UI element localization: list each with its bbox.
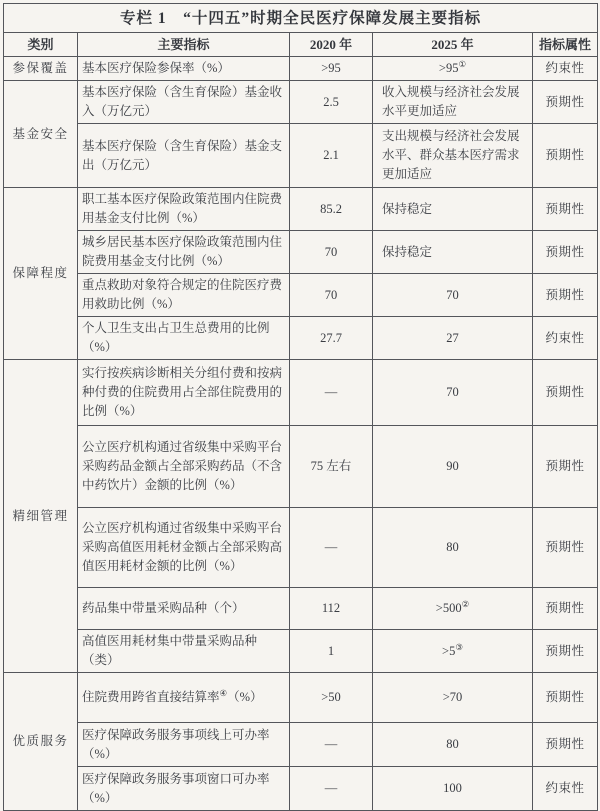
attribute-cell: 预期性 xyxy=(533,231,598,274)
target-2025-text: 保持稳定 xyxy=(382,201,433,216)
target-2025-cell xyxy=(373,188,533,231)
table-row xyxy=(4,57,598,81)
attribute-cell: 预期性 xyxy=(533,81,598,124)
attribute-cell: 预期性 xyxy=(533,426,598,508)
table-row xyxy=(4,723,598,767)
table-row xyxy=(4,767,598,811)
target-2025-text: 100 xyxy=(443,781,462,795)
target-2025-text: 80 xyxy=(446,737,459,751)
indicator-cell xyxy=(78,588,290,630)
indicator-text: 公立医疗机构通过省级集中采购平台采购高值医用耗材金额占全部采购高值医用耗材金额的比例（%） xyxy=(82,521,283,573)
table-row xyxy=(4,508,598,588)
target-2025-cell xyxy=(373,588,533,630)
category-cell-jingxiguanli: 精细管理 xyxy=(4,360,78,673)
target-2025-cell xyxy=(373,81,533,124)
indicator-text: 住院费用跨省直接结算率 xyxy=(82,690,220,704)
table-row xyxy=(4,426,598,508)
indicator-text: 城乡居民基本医疗保险政策范围内住院费用基金支付比例（%） xyxy=(82,235,283,268)
target-2025-cell xyxy=(373,508,533,588)
indicator-cell xyxy=(78,508,290,588)
indicator-cell xyxy=(78,57,290,81)
indicator-cell xyxy=(78,124,290,188)
table-row xyxy=(4,673,598,723)
indicator-text: 医疗保障政务服务事项线上可办率（%） xyxy=(82,727,270,761)
target-2025-text: >500 xyxy=(435,601,462,615)
table-row xyxy=(4,81,598,124)
category-cell-baozhangchengdu: 保障程度 xyxy=(4,188,78,360)
target-2025-cell xyxy=(373,57,533,81)
table-row xyxy=(4,360,598,426)
indicator-text: 职工基本医疗保险政策范围内住院费用基金支付比例（%） xyxy=(82,192,283,225)
category-cell-canbaofugai: 参保覆盖 xyxy=(4,57,78,81)
table-title: 专栏 1 “十四五”时期全民医疗保障发展主要指标 xyxy=(4,4,598,33)
footnote-mark: ③ xyxy=(455,641,463,652)
target-2025-cell xyxy=(373,360,533,426)
col-header-category: 类别 xyxy=(4,33,78,57)
target-2025-text: >70 xyxy=(442,690,463,704)
indicator-text: 实行按疾病诊断相关分组付费和按病种付费的住院费用占全部住院费用的比例（%） xyxy=(82,366,283,418)
attribute-cell: 预期性 xyxy=(533,188,598,231)
table-row xyxy=(4,274,598,317)
attribute-cell: 预期性 xyxy=(533,588,598,630)
indicator-cell xyxy=(78,231,290,274)
table-row xyxy=(4,630,598,673)
value-2020-cell: 70 xyxy=(290,274,373,317)
value-2020-cell: 112 xyxy=(290,588,373,630)
target-2025-text: 收入规模与经济社会发展水平更加适应 xyxy=(382,85,520,118)
footnote-mark: ① xyxy=(458,58,467,69)
indicator-text-suffix: （%） xyxy=(227,690,263,704)
indicator-text: 高值医用耗材集中带量采购品种（类） xyxy=(82,634,258,667)
indicator-text: 基本医疗保险（含生育保险）基金支出（万亿元） xyxy=(82,138,283,172)
value-2020-cell: 27.7 xyxy=(290,317,373,360)
target-2025-cell xyxy=(373,274,533,317)
target-2025-text: >5 xyxy=(442,643,456,658)
value-2020-cell: >50 xyxy=(290,673,373,723)
attribute-cell: 预期性 xyxy=(533,723,598,767)
value-2020-cell: >95 xyxy=(290,57,373,81)
attribute-cell: 约束性 xyxy=(533,317,598,360)
target-2025-cell xyxy=(373,231,533,274)
footnote-mark: ② xyxy=(461,598,470,609)
indicator-cell xyxy=(78,723,290,767)
target-2025-cell xyxy=(373,426,533,508)
attribute-cell: 预期性 xyxy=(533,274,598,317)
value-2020-cell: 2.5 xyxy=(290,81,373,124)
target-2025-text: 70 xyxy=(446,385,459,399)
attribute-cell: 预期性 xyxy=(533,124,598,188)
value-2020-cell: 2.1 xyxy=(290,124,373,188)
attribute-cell: 预期性 xyxy=(533,630,598,673)
attribute-cell: 约束性 xyxy=(533,57,598,81)
target-2025-text: 27 xyxy=(446,330,459,345)
attribute-cell: 约束性 xyxy=(533,767,598,811)
value-2020-cell: — xyxy=(290,767,373,811)
indicator-text: 基本医疗保险（含生育保险）基金收入（万亿元） xyxy=(82,85,283,118)
indicator-cell xyxy=(78,188,290,231)
col-header-attribute: 指标属性 xyxy=(533,33,598,57)
indicator-text: 医疗保障政务服务事项窗口可办率（%） xyxy=(82,771,270,805)
indicator-text: 药品集中带量采购品种（个） xyxy=(82,601,245,615)
indicators-table xyxy=(3,3,598,811)
value-2020-cell: 70 xyxy=(290,231,373,274)
attribute-cell: 预期性 xyxy=(533,360,598,426)
value-2020-cell: 1 xyxy=(290,630,373,673)
target-2025-cell xyxy=(373,317,533,360)
target-2025-cell xyxy=(373,630,533,673)
indicator-cell xyxy=(78,767,290,811)
table-row xyxy=(4,124,598,188)
value-2020-cell: 75 左右 xyxy=(290,426,373,508)
col-header-indicator: 主要指标 xyxy=(78,33,290,57)
attribute-cell: 预期性 xyxy=(533,508,598,588)
table-title-row xyxy=(4,4,598,33)
table-row xyxy=(4,231,598,274)
target-2025-cell xyxy=(373,673,533,723)
table-header-row xyxy=(4,33,598,57)
target-2025-text: 支出规模与经济社会发展水平、群众基本医疗需求更加适应 xyxy=(382,129,520,181)
table-row xyxy=(4,317,598,360)
indicator-cell xyxy=(78,673,290,723)
indicator-cell xyxy=(78,317,290,360)
value-2020-cell: — xyxy=(290,508,373,588)
indicator-text: 个人卫生支出占卫生总费用的比例（%） xyxy=(82,321,270,354)
table-row xyxy=(4,588,598,630)
col-header-2020: 2020 年 xyxy=(290,33,373,57)
category-cell-youzhifuwu: 优质服务 xyxy=(4,673,78,811)
target-2025-text: 90 xyxy=(446,459,459,473)
value-2020-cell: — xyxy=(290,723,373,767)
footnote-mark: ④ xyxy=(219,687,228,698)
indicator-cell xyxy=(78,360,290,426)
col-header-2025: 2025 年 xyxy=(373,33,533,57)
attribute-cell: 预期性 xyxy=(533,673,598,723)
indicator-text: 基本医疗保险参保率（%） xyxy=(82,61,230,75)
target-2025-text: 保持稳定 xyxy=(382,244,433,259)
indicator-cell xyxy=(78,81,290,124)
target-2025-text: >95 xyxy=(438,61,459,75)
target-2025-text: 80 xyxy=(446,540,459,554)
target-2025-cell xyxy=(373,723,533,767)
value-2020-cell: — xyxy=(290,360,373,426)
indicator-cell xyxy=(78,426,290,508)
value-2020-cell: 85.2 xyxy=(290,188,373,231)
indicator-text: 公立医疗机构通过省级集中采购平台采购药品金额占全部采购药品（不含中药饮片）金额的比例（%） xyxy=(82,440,283,492)
target-2025-cell xyxy=(373,124,533,188)
indicator-text: 重点救助对象符合规定的住院医疗费用救助比例（%） xyxy=(82,278,283,311)
category-cell-jijinanquan: 基金安全 xyxy=(4,81,78,188)
target-2025-text: 70 xyxy=(446,287,459,302)
target-2025-cell xyxy=(373,767,533,811)
indicator-cell xyxy=(78,630,290,673)
table-row xyxy=(4,188,598,231)
indicator-cell xyxy=(78,274,290,317)
